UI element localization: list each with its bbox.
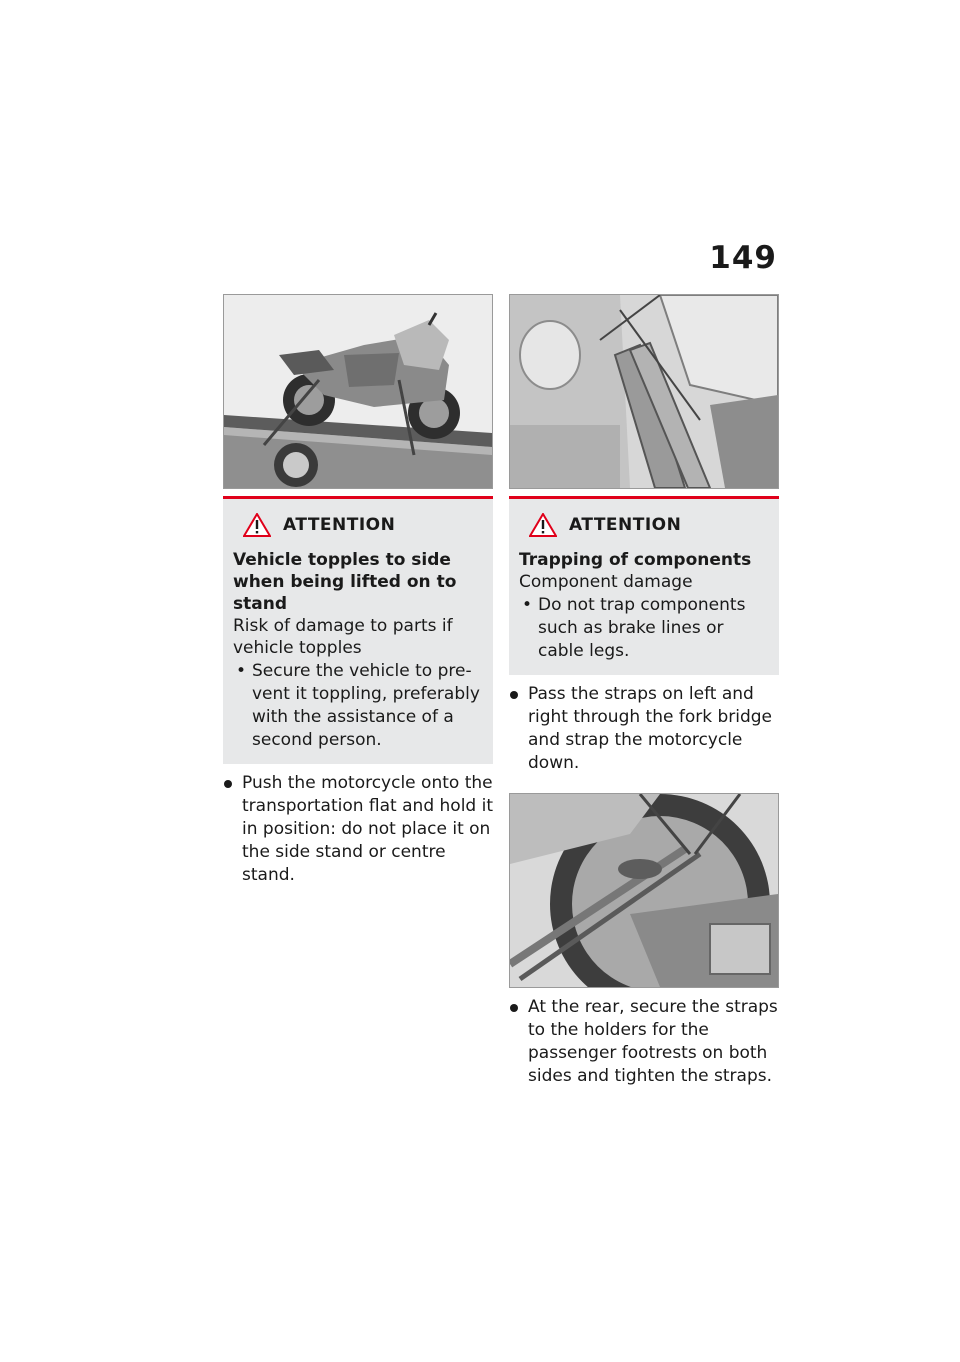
warning-header: [519, 513, 773, 537]
step-text: Push the motorcycle onto the transportation flat and hold it in position: do not place it on the side stand or centre stand.: [242, 773, 493, 885]
bullet-dot-icon: [510, 691, 518, 699]
warning-subject: Trapping of components: [519, 550, 752, 570]
warning-bullet: • Secure the vehicle to prevent it toppling, preferably with the assistance of a second person.: [233, 660, 487, 752]
warning-text: Risk of damage to parts if vehicle topples: [233, 616, 453, 658]
step-text: Pass the straps on left and right through the fork bridge and strap the motorcycle down.: [528, 684, 773, 773]
instruction-step: [509, 996, 779, 1088]
warning-title: ATTENTION: [569, 515, 682, 535]
warning-box: [509, 496, 779, 675]
warning-box: [223, 496, 493, 764]
right-column: [509, 294, 779, 1088]
warning-text: Component damage: [519, 572, 693, 592]
warning-triangle-icon: [529, 513, 557, 537]
warning-header: [233, 513, 487, 537]
fork-bridge-straps-image: [509, 294, 779, 489]
instruction-step: [509, 683, 779, 775]
warning-subject: Vehicle topples to side when being lifted on to stand: [233, 550, 457, 614]
instruction-step: [223, 772, 493, 887]
motorcycle-on-trailer-image: [223, 294, 493, 489]
page-number: 149: [709, 240, 777, 276]
step-text: At the rear, secure the straps to the holders for the passenger footrests on both sides and tighten the straps.: [528, 997, 778, 1086]
left-column: [223, 294, 493, 887]
rear-footrest-straps-image: [509, 793, 779, 988]
warning-title: ATTENTION: [283, 515, 396, 535]
warning-bullet: • Do not trap components such as brake lines or cable legs.: [519, 594, 773, 663]
bullet-dot-icon: [224, 780, 232, 788]
warning-triangle-icon: [243, 513, 271, 537]
bullet-dot-icon: [510, 1004, 518, 1012]
